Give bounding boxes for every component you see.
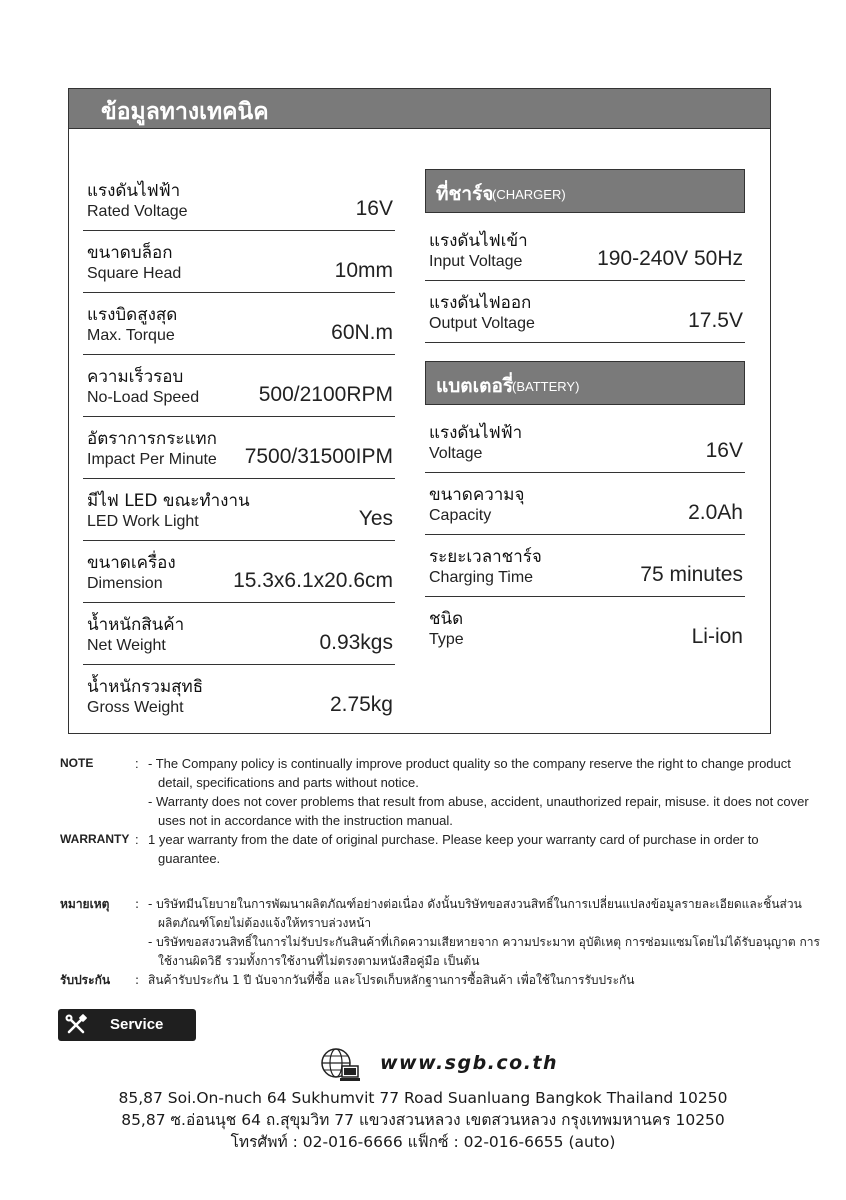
thai-note-line: - บริษัทขอสงวนสิทธิ์ในการไม่รับประกันสินค้าที่เกิดความเสียหายจาก ความประมาท อุบัติเหตุ การซ่อมแซมโดยไม่ได้รับอนุญาต การใช้งานผิดวิธี รวมทั้งการใช้งานที่ไม่ตรงตามหนังสือคู่มือ เป็นต้น: [148, 935, 820, 968]
spec-row: [425, 281, 745, 343]
spec-table: [68, 88, 771, 734]
spec-row: [83, 169, 395, 231]
spec-value: 17.5V: [688, 309, 743, 332]
wrench-screwdriver-icon: [64, 1013, 88, 1037]
website-url[interactable]: www.sgb.co.th: [380, 1052, 559, 1074]
charger-section-header: [425, 169, 745, 213]
thai-note-label: หมายเหตุ: [60, 897, 110, 911]
website[interactable]: [318, 1045, 618, 1085]
spec-label-th: ขนาดบล็อก: [87, 243, 173, 263]
spec-row: [83, 479, 395, 541]
spec-value: 15.3x6.1x20.6cm: [233, 569, 393, 592]
thai-note-colon: :: [135, 897, 140, 911]
charger-title-en: (CHARGER): [492, 187, 566, 202]
spec-value: 16V: [705, 439, 743, 462]
contact-line: โทรศัพท์ : 02-016-6666 แฟ็กซ์ : 02-016-6655 (auto): [230, 1133, 616, 1151]
spec-value: 75 minutes: [640, 563, 743, 586]
spec-row: [425, 411, 745, 473]
spec-label-en: Charging Time: [429, 569, 534, 586]
spec-row: [425, 535, 745, 597]
thai-warranty-text: สินค้ารับประกัน 1 ปี นับจากวันที่ซื้อ และโปรดเก็บหลักฐานการซื้อสินค้า เพื่อใช้ในการรับประกัน: [148, 973, 635, 987]
spec-value: 190-240V 50Hz: [597, 247, 743, 270]
thai-notes: [60, 895, 820, 990]
spec-row: [83, 541, 395, 603]
spec-header: [69, 89, 770, 129]
warranty-text: 1 year warranty from the date of original purchase. Please keep your warranty card of purchase in order to guarantee.: [148, 832, 759, 866]
spec-value: 16V: [355, 197, 393, 220]
address-line-en: 85,87 Soi.On-nuch 64 Sukhumvit 77 Road Suanluang Bangkok Thailand 10250: [118, 1089, 728, 1107]
service-badge: [58, 1009, 196, 1041]
spec-label-th: ความเร็วรอบ: [87, 367, 184, 387]
spec-label-th: อัตราการกระแทก: [87, 429, 217, 449]
spec-value: 500/2100RPM: [258, 383, 393, 406]
spec-label-th: แรงบิดสูงสุด: [87, 305, 178, 325]
spec-label-th: ขนาดเครื่อง: [87, 553, 176, 573]
spec-label-en: Input Voltage: [429, 253, 523, 270]
spec-row: [83, 355, 395, 417]
warranty-block: [60, 830, 820, 868]
spec-value: 0.93kgs: [319, 631, 393, 654]
spec-label-en: Capacity: [429, 507, 492, 524]
spec-label-en: Net Weight: [87, 637, 166, 654]
spec-label-en: Rated Voltage: [87, 203, 188, 220]
spec-label-th: มีไฟ LED ขณะทำงาน: [87, 491, 250, 511]
charger-title-th: ที่ชาร์จ: [436, 183, 494, 205]
service-label: Service: [110, 1016, 164, 1033]
globe-computer-icon: [318, 1047, 362, 1083]
note-line: - The Company policy is continually improve product quality so the company reserve the right to change product detail, specifications and parts without notice.: [148, 756, 791, 790]
spec-label-th: ขนาดความจุ: [429, 485, 525, 505]
spec-row: [83, 293, 395, 355]
note-block: [60, 754, 820, 830]
spec-value: 7500/31500IPM: [244, 445, 393, 468]
spec-value: 2.0Ah: [688, 501, 743, 524]
spec-label-en: Square Head: [87, 265, 182, 282]
spec-label-en: Output Voltage: [429, 315, 535, 332]
warranty-colon: :: [135, 832, 139, 847]
spec-row: [83, 603, 395, 665]
spec-label-th: แรงดันไฟฟ้า: [429, 423, 523, 443]
spec-row: [83, 665, 395, 727]
spec-label-th: น้ำหนักสินค้า: [87, 615, 185, 635]
spec-label-en: Voltage: [429, 445, 483, 462]
warranty-label: WARRANTY: [60, 832, 130, 846]
spec-label-th: แรงดันไฟออก: [429, 293, 532, 313]
note-label: NOTE: [60, 756, 94, 770]
company-address: [0, 1087, 846, 1153]
spec-row: [425, 473, 745, 535]
spec-label-en: Max. Torque: [87, 327, 175, 344]
note-colon: :: [135, 756, 139, 771]
thai-warranty-block: [60, 971, 820, 990]
battery-title-en: (BATTERY): [512, 379, 580, 394]
spec-title: ข้อมูลทางเทคนิค: [101, 99, 269, 125]
thai-warranty-label: รับประกัน: [60, 973, 111, 987]
spec-value: Yes: [358, 507, 393, 530]
spec-label-th: ชนิด: [429, 609, 464, 629]
spec-value: 10mm: [334, 259, 393, 282]
thai-note-block: [60, 895, 820, 971]
thai-warranty-colon: :: [135, 973, 140, 987]
spec-row: [425, 597, 745, 659]
spec-row: [425, 219, 745, 281]
spec-label-en: LED Work Light: [87, 513, 199, 530]
spec-row: [83, 417, 395, 479]
spec-value: 2.75kg: [329, 693, 393, 716]
spec-label-en: Dimension: [87, 575, 163, 592]
spec-label-th: ระยะเวลาชาร์จ: [429, 547, 542, 567]
address-line-th: 85,87 ซ.อ่อนนุช 64 ถ.สุขุมวิท 77 แขวงสวนหลวง เขตสวนหลวง กรุงเทพมหานคร 10250: [121, 1111, 725, 1129]
note-line: - Warranty does not cover problems that result from abuse, accident, unauthorized repair, misuse. it does not cover uses not in accordance with the instruction manual.: [148, 794, 809, 828]
spec-label-th: แรงดันไฟฟ้า: [87, 181, 181, 201]
spec-value: 60N.m: [331, 321, 393, 344]
spec-label-en: Type: [429, 631, 464, 648]
spec-right-column: [425, 169, 745, 659]
spec-label-en: Impact Per Minute: [87, 451, 217, 468]
spec-label-en: Gross Weight: [87, 699, 184, 716]
battery-title-th: แบตเตอรี่: [436, 375, 514, 397]
spec-value: Li-ion: [691, 625, 743, 648]
spec-left-column: [83, 169, 395, 727]
english-notes: [60, 754, 820, 868]
spec-label-th: น้ำหนักรวมสุทธิ: [87, 677, 204, 697]
spec-label-th: แรงดันไฟเข้า: [429, 231, 528, 251]
spec-label-en: No-Load Speed: [87, 389, 200, 406]
battery-section-header: [425, 361, 745, 405]
spec-row: [83, 231, 395, 293]
thai-note-line: - บริษัทมีนโยบายในการพัฒนาผลิตภัณฑ์อย่างต่อเนื่อง ดังนั้นบริษัทขอสงวนสิทธิ์ในการเปลี่ยนแปลงข้อมูลรายละเอียดและชิ้นส่วนผลิตภัณฑ์โดยไม่ต้องแจ้งให้ทราบล่วงหน้า: [148, 897, 802, 930]
